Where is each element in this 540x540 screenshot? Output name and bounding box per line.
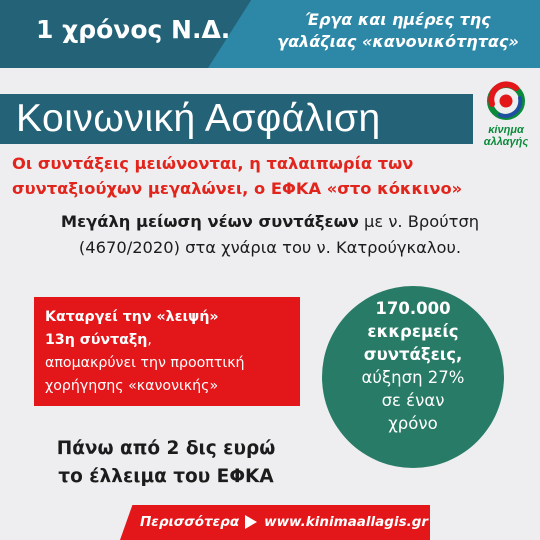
logo-text: κίνημα <box>488 124 524 136</box>
red-box-line: χορήγησης «κανονικής» <box>45 378 219 394</box>
footer-link[interactable] <box>140 509 428 535</box>
pending-pensions-circle <box>322 286 504 468</box>
info-rest: με ν. Βρούτση <box>358 212 480 231</box>
circle-bold: εκκρεμείς <box>367 322 459 341</box>
circle-line: αύξηση 27% <box>361 368 465 387</box>
deficit-line: το έλλειμα του ΕΦΚΑ <box>58 466 274 487</box>
deficit-text <box>20 435 312 491</box>
info-bold: Μεγάλη μείωση νέων συντάξεων <box>60 212 359 231</box>
red-box-line: απομακρύνει την προοπτική <box>45 355 245 371</box>
more-label: Περισσότερα <box>140 514 240 530</box>
red-info-box <box>34 297 300 406</box>
header-right-line: γαλάζιας «κανονικότητας» <box>277 32 519 51</box>
circle-line <box>322 343 504 366</box>
headline <box>12 151 534 201</box>
footer-url[interactable]: www.kinimaallagis.gr <box>264 514 429 530</box>
red-box-line <box>45 329 300 352</box>
header-left-title: 1 χρόνος Ν.Δ. <box>36 15 231 44</box>
red-box-bold: 13η σύνταξη <box>45 332 148 348</box>
header-right-line: Έργα και ημέρες της <box>305 10 491 29</box>
play-triangle-icon <box>245 515 257 529</box>
kinima-allagis-logo <box>478 80 534 148</box>
red-box-comma: , <box>147 332 152 348</box>
info-line: (4670/2020) στα χνάρια του ν. Κατρούγκαλου. <box>78 238 462 257</box>
circle-bold: 170.000 <box>375 299 451 318</box>
info-line <box>0 209 540 235</box>
circle-line <box>322 320 504 343</box>
circle-bold: συντάξεις, <box>363 345 463 364</box>
circle-line <box>322 297 504 320</box>
logo-emblem-icon <box>486 80 526 122</box>
logo-text: αλλαγής <box>483 136 529 148</box>
circle-line: σε έναν <box>381 391 445 410</box>
red-box-bold: Καταργεί την «λειψή» <box>45 309 219 325</box>
info-text <box>0 209 540 261</box>
red-box-line <box>45 306 300 329</box>
headline-line: συνταξιούχων μεγαλώνει, ο ΕΦΚΑ «στο κόκκινο» <box>12 179 463 198</box>
circle-line: χρόνο <box>388 414 438 433</box>
header-right-title <box>266 9 530 53</box>
page-title: Κοινωνική Ασφάλιση <box>16 97 381 140</box>
headline-line: Οι συντάξεις μειώνονται, η ταλαιπωρία των <box>12 154 414 173</box>
deficit-line: Πάνω από 2 δις ευρώ <box>56 438 276 459</box>
